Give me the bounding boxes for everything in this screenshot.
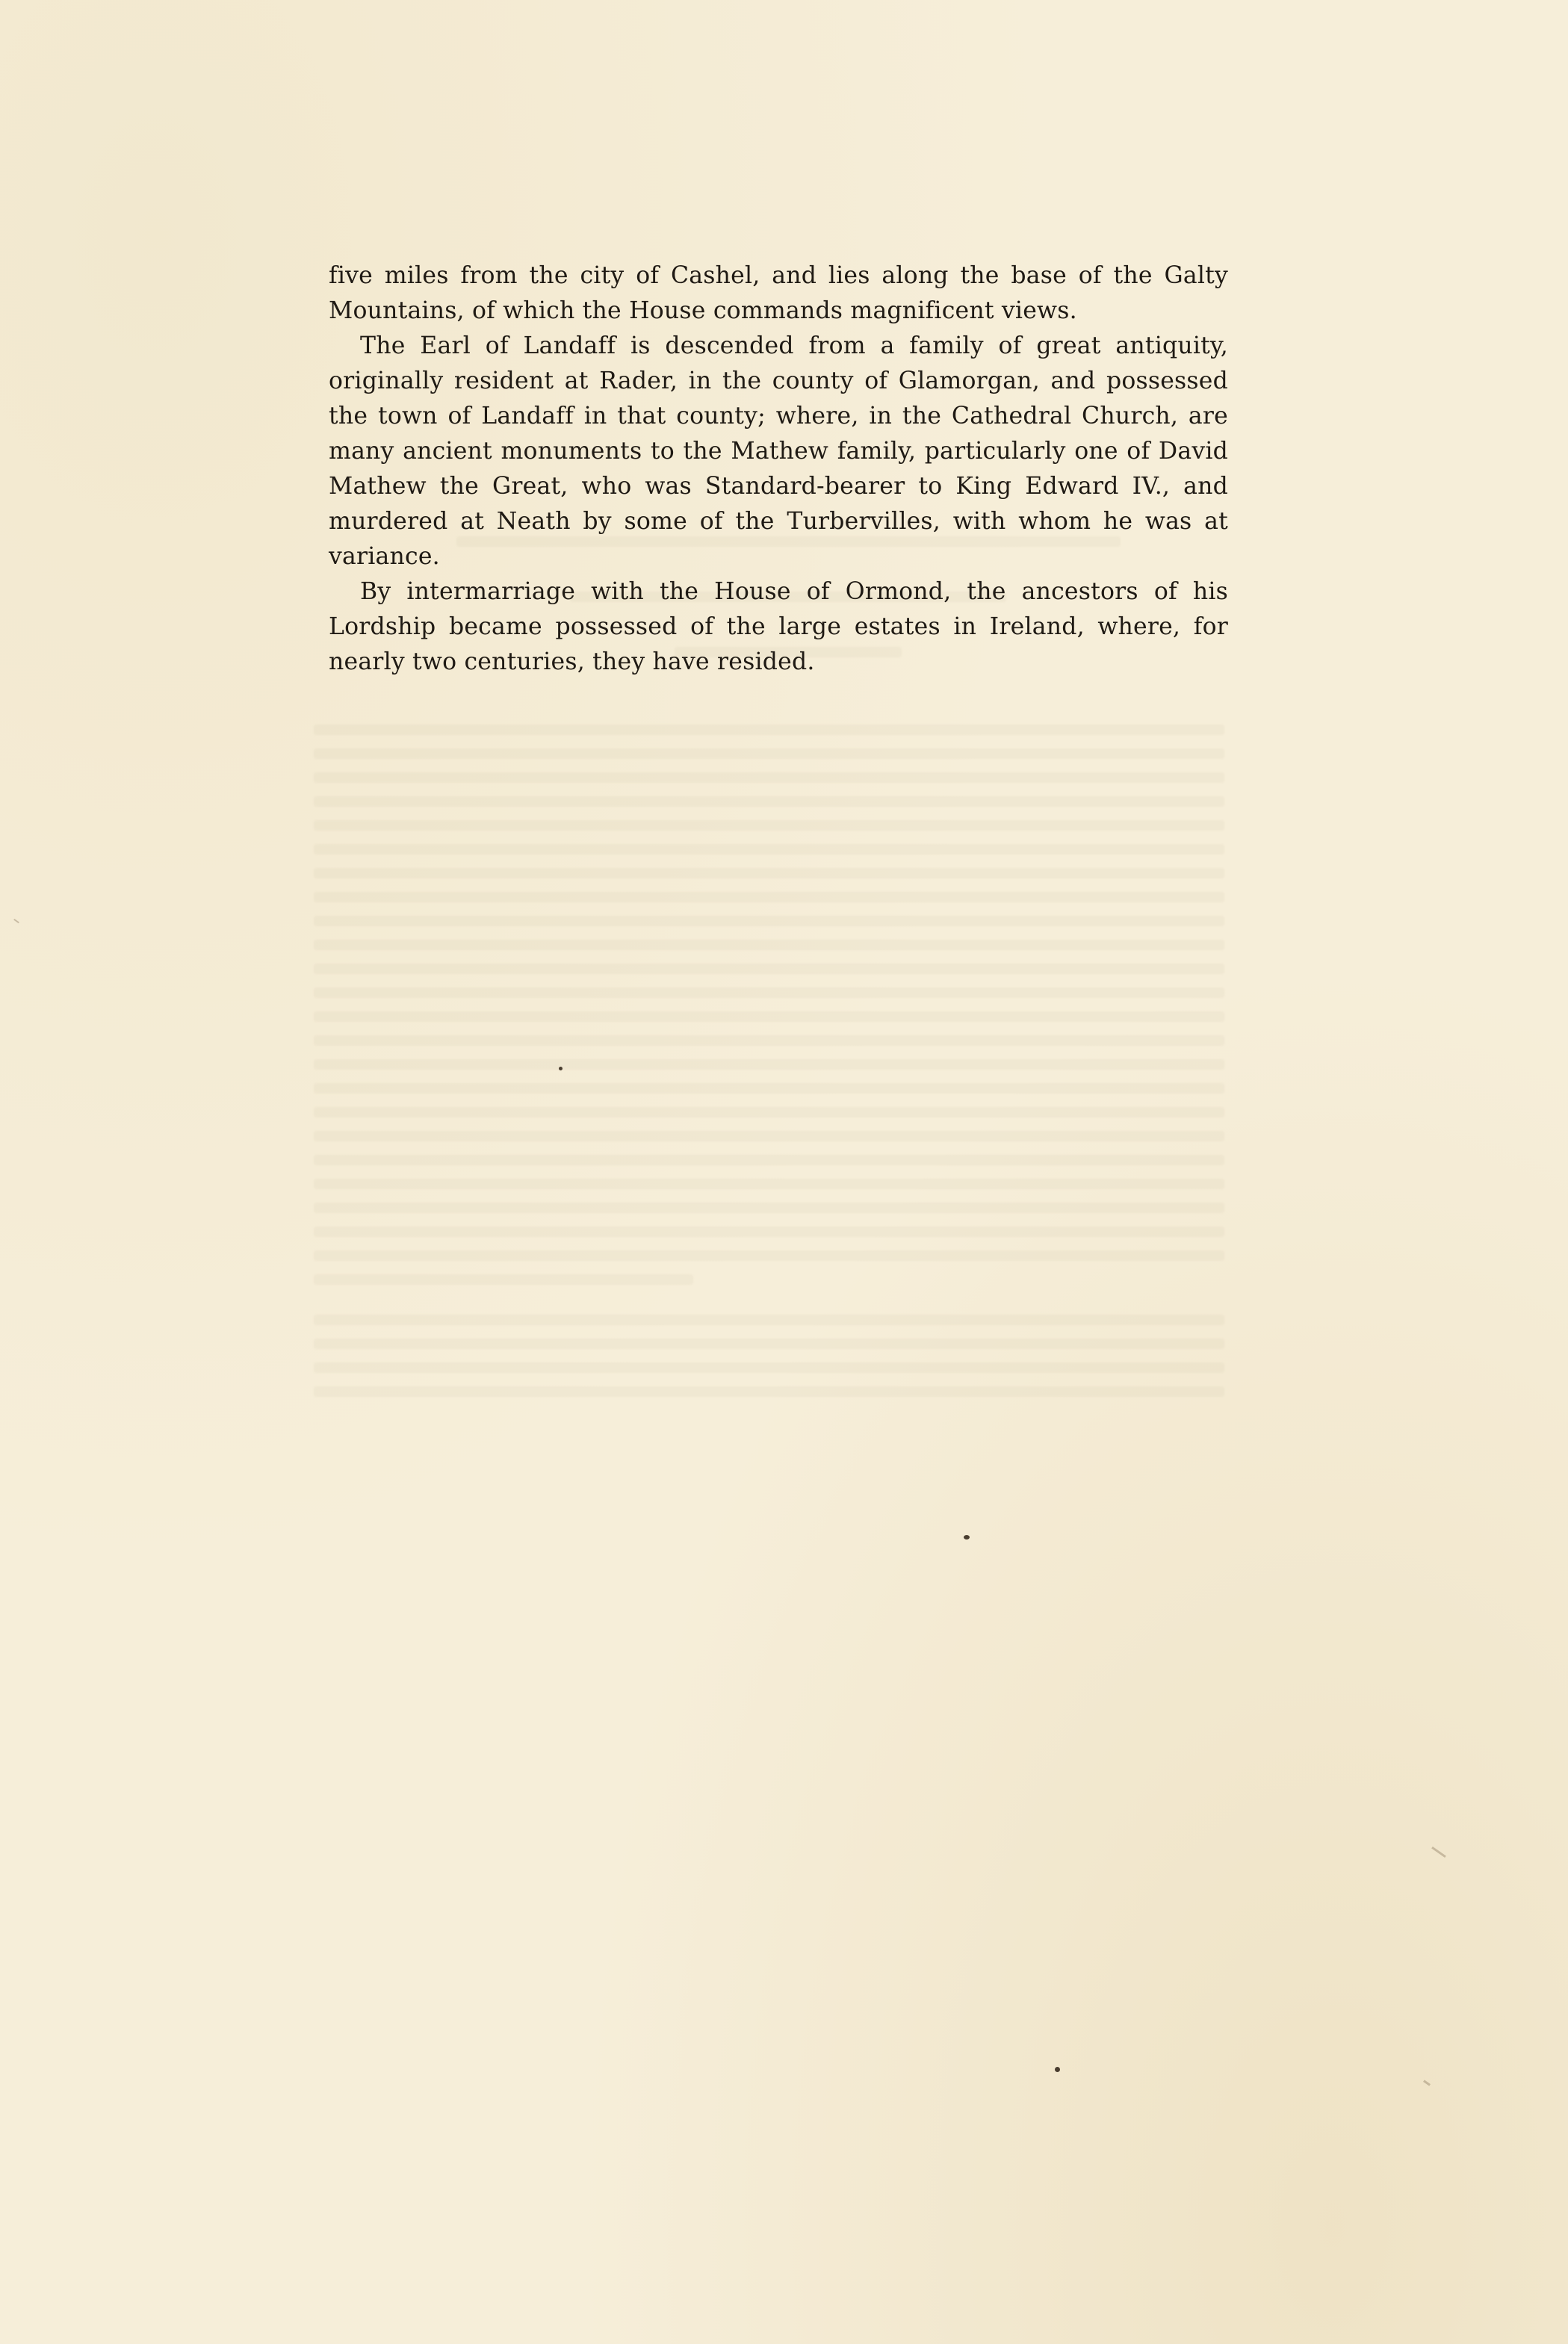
ink-speck [1055,2067,1060,2072]
show-through-text [314,523,1262,1882]
paragraph-earl-of-landaff: The Earl of Landaff is descended from a family of great antiquity, originally resident at Rader, in the county of Glamorgan, and possessed the town of Landaff in that county; where, in the Cathedral Church, are many ancient monuments to the Mathew family, particularly one of David Mathew the Great, who was Standard-bearer to King Edward IV., and murdered at Neath by some of the Turbervilles, with whom he was at variance. [329,332,1228,570]
ink-speck [559,1067,563,1070]
paper-mark [13,919,19,923]
paragraph-intermarriage: By intermarriage with the House of Ormond, the ancestors of his Lordship became possessed of the large estates in Ireland, where, for nearly two centuries, they have resided. [329,578,1228,675]
paragraph-continuation: five miles from the city of Cashel, and lies along the base of the Galty Mountains, of which the House commands magnificent views. [329,262,1228,324]
paper-mark [1431,1847,1446,1858]
body-text [329,258,1228,680]
ink-speck [964,1535,970,1540]
paper-mark [1423,2080,1431,2086]
